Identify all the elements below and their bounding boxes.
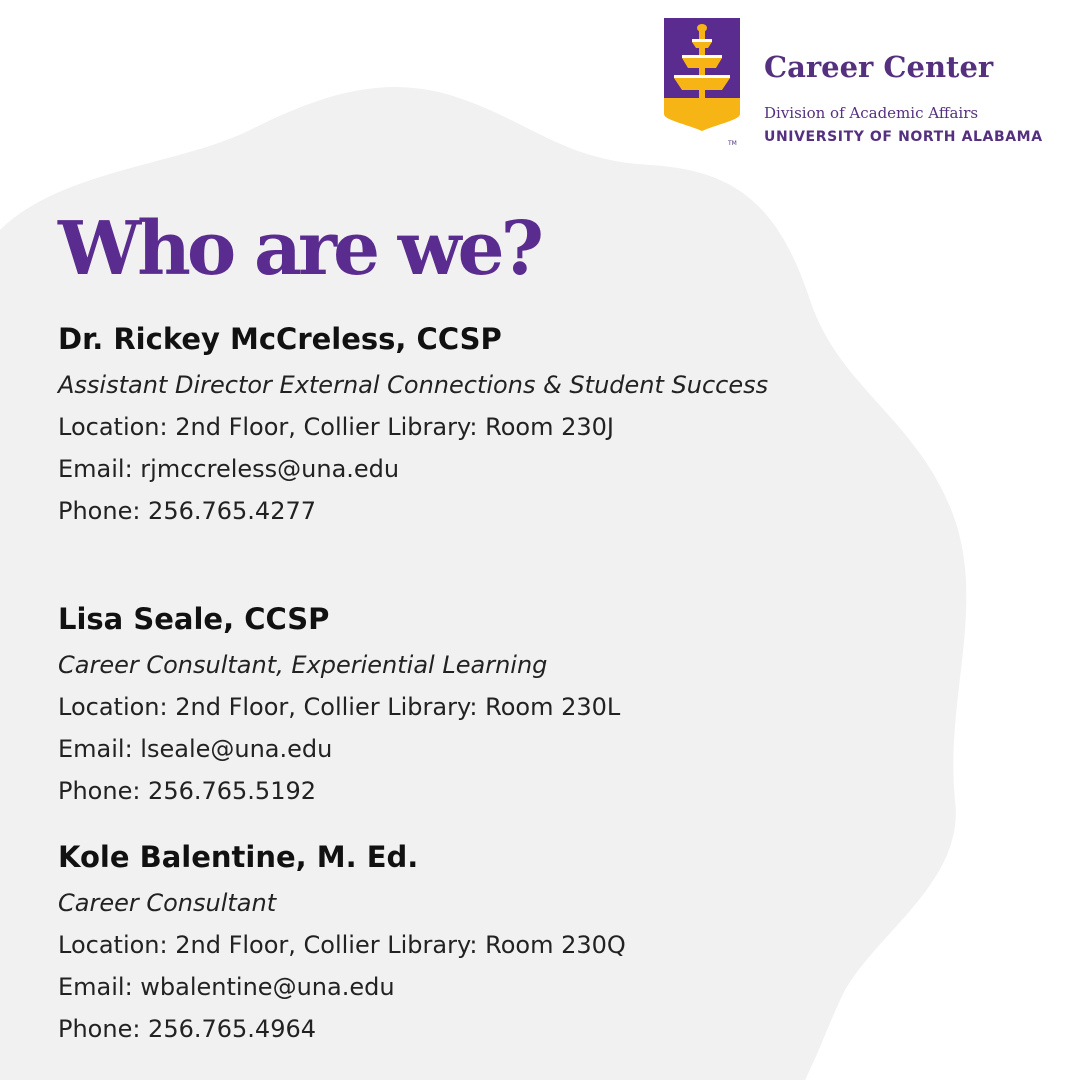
staff-location: Location: 2nd Floor, Collier Library: Room 230J (58, 413, 614, 441)
staff-phone: Phone: 256.765.4277 (58, 497, 317, 525)
staff-name: Kole Balentine, M. Ed. (58, 840, 419, 874)
staff-phone: Phone: 256.765.5192 (58, 777, 317, 805)
staff-entry (58, 598, 818, 812)
career-center-logo (664, 18, 1074, 148)
brand-title: Career Center (764, 50, 994, 84)
staff-entry (58, 318, 818, 532)
staff-name: Lisa Seale, CCSP (58, 602, 330, 636)
staff-location: Location: 2nd Floor, Collier Library: Room 230L (58, 693, 621, 721)
staff-email: Email: lseale@una.edu (58, 735, 333, 763)
page-title: Who are we? (58, 206, 540, 292)
trademark-mark: TM (728, 140, 737, 147)
staff-email: Email: wbalentine@una.edu (58, 973, 395, 1001)
staff-title: Assistant Director External Connections & Student Success (58, 371, 769, 399)
staff-title: Career Consultant (58, 889, 277, 917)
staff-location: Location: 2nd Floor, Collier Library: Room 230Q (58, 931, 626, 959)
fountain-shield-icon (664, 18, 740, 134)
staff-email: Email: rjmccreless@una.edu (58, 455, 400, 483)
brand-division: Division of Academic Affairs (764, 104, 979, 122)
staff-entry (58, 836, 818, 1050)
staff-title: Career Consultant, Experiential Learning (58, 651, 548, 679)
staff-phone: Phone: 256.765.4964 (58, 1015, 317, 1043)
brand-university: UNIVERSITY OF NORTH ALABAMA (764, 129, 1043, 145)
staff-name: Dr. Rickey McCreless, CCSP (58, 322, 502, 356)
